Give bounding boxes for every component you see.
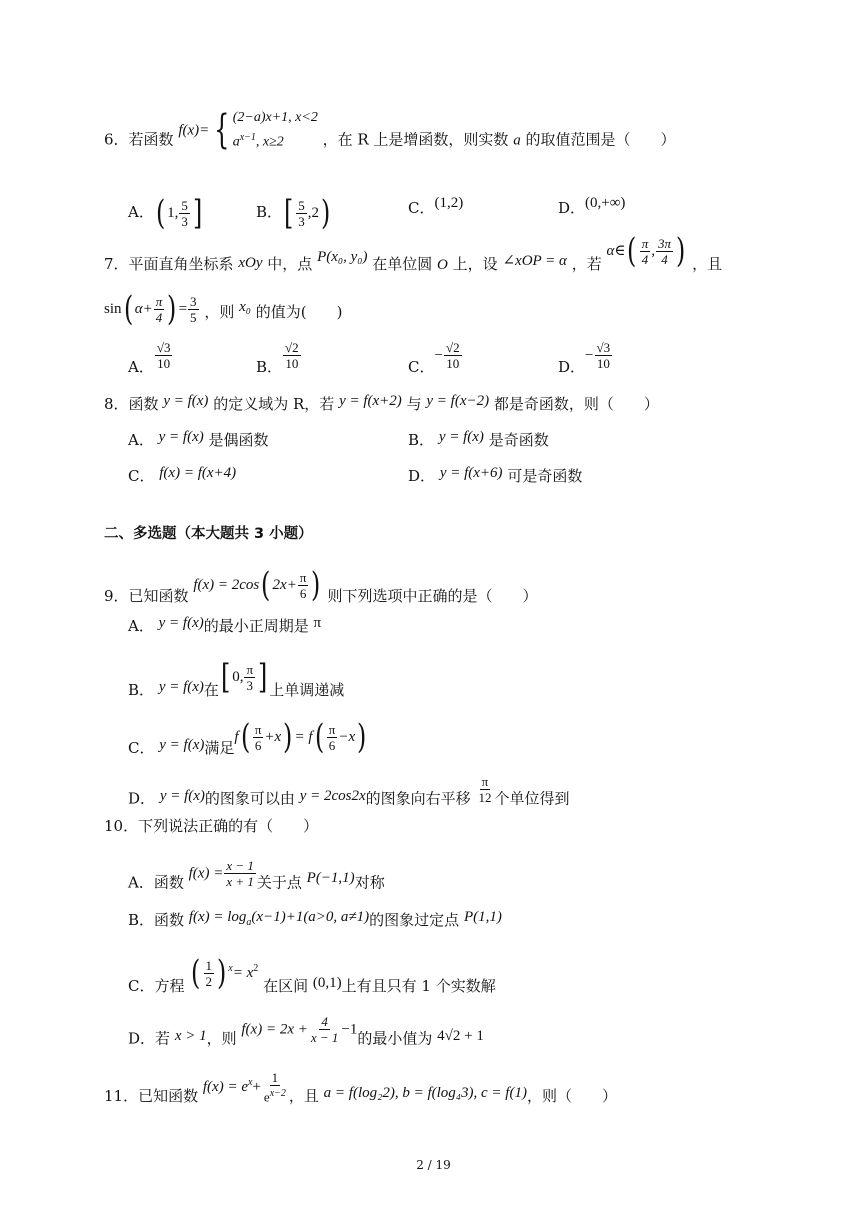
q9-option-a: A． y = f(x)的最小正周期是 π <box>128 615 322 635</box>
q6-option-d: D．(0,+∞) <box>558 195 626 217</box>
page-number: 2 / 19 <box>416 1158 451 1172</box>
q6-piecewise-function: f(x)= { (2−a)x+1, x<2 $a^{x-1}$, x≥2 <box>178 107 318 154</box>
q8-stem: 8．函数 y = f(x) 的定义域为 R，若 y = f(x+2) 与 y = f(x−2) 都是奇函数，则（ ） <box>104 393 659 413</box>
q8-option-c: C． f(x) = f(x+4) <box>128 465 237 485</box>
q10-option-d: D．若 x > 1，则 f(x) = 2x + $\frac{4}{x - 1}$ −1的最小值为 4√2 + 1 <box>128 1014 484 1048</box>
q9-function: f(x) = 2cos( 2x+ $\frac{\pi}{6}$ ) <box>193 565 321 605</box>
q8-option-b: B． y = f(x) 是奇函数 <box>408 429 549 449</box>
q11-function: $f(x) = e^x+$ $\frac{1}{e^{x-2}}$ <box>202 1070 286 1105</box>
q10-option-b: B．函数 $f(x) = \log_a(x-1)+1(a>0$, a≠1)的图象过定点 P(1,1) <box>128 909 502 929</box>
section-multiple-choice-heading: 二、多选题（本大题共 3 小题） <box>104 526 313 542</box>
q6-option-b: B．[ $\frac{5}{3}$ ,2) <box>256 193 331 233</box>
q9-option-c: C． y = f(x)满足f( $\frac{\pi}{6}$ +x) = f( $\frac{\pi}{6}$ −x) <box>128 717 367 757</box>
q7-option-b: B． $\frac{√2}{10}$ <box>256 340 299 376</box>
q7-alpha-interval: α∈( $\frac{\pi}{4}$ , $\frac{3\pi}{4}$ ) <box>606 231 686 271</box>
q10-option-a: A．函数 f(x) = $\frac{x - 1}{x + 1}$ 关于点 P(−1,1)对称 <box>128 858 385 892</box>
q9-option-b: B． y = f(x)在[ 0, $\frac{\pi}{3}$ ] 上单调递减 <box>128 657 345 699</box>
q7-sin-equation: sin( α+ $\frac{\pi}{4}$ ) = $\frac{3}{5}$ <box>104 289 197 329</box>
q7-stem-line1: 7．平面直角坐标系 xOy 中，点 P(x₀, y₀) 在单位圆 O 上，设 ∠xOP = α ，若 α∈( $\frac{\pi}{4}$ , $\frac{3\pi}{4}$ ) ，且 <box>104 231 723 273</box>
q8-option-d: D． y = f(x+6) 可是奇函数 <box>408 465 583 485</box>
q10-option-c: C．方程 ( $\frac{1}{2}$ ) $^x= x^2$ 在区间 (0,1)上有且只有 1 个实数解 <box>128 953 496 995</box>
q7-stem-line2: sin( α+ $\frac{\pi}{4}$ ) = $\frac{3}{5}$ ，则 x₀ 的值为( ) <box>104 289 343 329</box>
q9-option-d: D． y = f(x)的图象可以由 y = 2cos2x的图象向右平移 $\frac{\pi}{12}$ 个单位得到 <box>128 774 570 808</box>
q6-lead: 6．若函数 <box>104 130 174 149</box>
q6-stem: 6．若函数 f(x)= { (2−a)x+1, x<2 $a^{x-1}$, x≥2 ，在 R 上是增函数，则实数 a 的取值范围是（ ） <box>104 107 676 154</box>
q6-option-c: C．(1,2) <box>408 195 464 217</box>
q8-option-a: A． y = f(x) 是偶函数 <box>128 429 269 449</box>
q9-stem: 9．已知函数 f(x) = 2cos( 2x+ $\frac{\pi}{6}$ ) 则下列选项中正确的是（ ） <box>104 565 538 605</box>
q6-option-a: A．( 1, $\frac{5}{3}$ ] <box>128 193 203 233</box>
q10-stem: 10．下列说法正确的有（ ） <box>104 817 319 835</box>
q7-option-d: D．− $\frac{√3}{10}$ <box>558 340 611 376</box>
q7-option-a: A． $\frac{√3}{10}$ <box>128 340 171 376</box>
q7-option-c: C．− $\frac{√2}{10}$ <box>408 340 460 376</box>
q11-stem: 11．已知函数 $f(x) = e^x+$ $\frac{1}{e^{x-2}}$ ，且 a = f(log₂2), b = f(log₄3), c = f(1)，则（ ） <box>104 1070 617 1106</box>
